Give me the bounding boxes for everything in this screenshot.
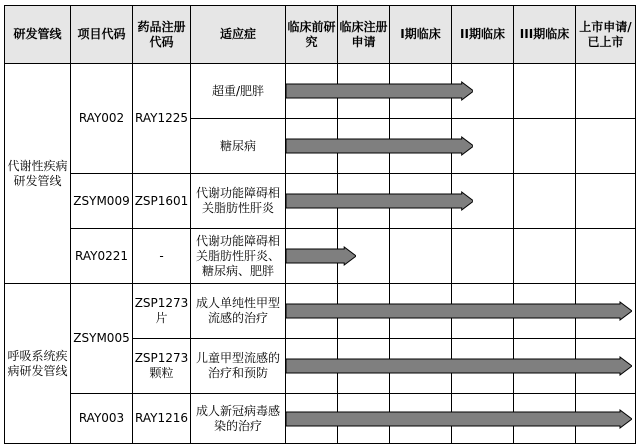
header-phase3: III期临床 [514, 6, 576, 64]
project-code-cell: RAY003 [71, 394, 133, 444]
indication-cell: 成人单纯性甲型流感的治疗 [191, 284, 286, 339]
pipeline-table [4, 5, 636, 444]
indication-cell: 糖尿病 [191, 119, 286, 174]
progress-arrow [286, 191, 474, 211]
header-project-code: 项目代码 [71, 6, 133, 64]
reg-code-cell: RAY1225 [133, 64, 191, 174]
project-code-cell: ZSYM009 [71, 174, 133, 229]
progress-arrow [286, 356, 632, 376]
header-indication: 适应症 [191, 6, 286, 64]
indication-cell: 成人新冠病毒感染的治疗 [191, 394, 286, 444]
progress-arrow [286, 409, 632, 429]
reg-code-cell: - [133, 229, 191, 284]
header-preclinical: 临床前研究 [286, 6, 338, 64]
progress-arrow [286, 301, 632, 321]
indication-cell: 代谢功能障碍相关脂肪性肝炎、糖尿病、肥胖 [191, 229, 286, 284]
header-phase2: II期临床 [452, 6, 514, 64]
indication-cell: 代谢功能障碍相关脂肪性肝炎 [191, 174, 286, 229]
project-code-cell: RAY0221 [71, 229, 133, 284]
reg-code-cell: ZSP1601 [133, 174, 191, 229]
header-reg-code: 药品注册代码 [133, 6, 191, 64]
indication-cell: 超重/肥胖 [191, 64, 286, 119]
progress-arrow [286, 81, 474, 101]
project-code-cell: ZSYM005 [71, 284, 133, 394]
header-clinical-application: 临床注册申请 [338, 6, 390, 64]
header-market: 上市申请/已上市 [576, 6, 636, 64]
progress-arrow [286, 136, 474, 156]
group-respiratory: 呼吸系统疾病研发管线 [5, 284, 71, 444]
header-row [5, 6, 636, 64]
group-metabolic: 代谢性疾病研发管线 [5, 64, 71, 284]
reg-code-cell: RAY1216 [133, 394, 191, 444]
header-phase1: I期临床 [390, 6, 452, 64]
reg-code-cell: ZSP1273颗粒 [133, 339, 191, 394]
indication-cell: 儿童甲型流感的治疗和预防 [191, 339, 286, 394]
progress-arrow [286, 246, 356, 266]
header-pipeline: 研发管线 [5, 6, 71, 64]
reg-code-cell: ZSP1273片 [133, 284, 191, 339]
project-code-cell: RAY002 [71, 64, 133, 174]
